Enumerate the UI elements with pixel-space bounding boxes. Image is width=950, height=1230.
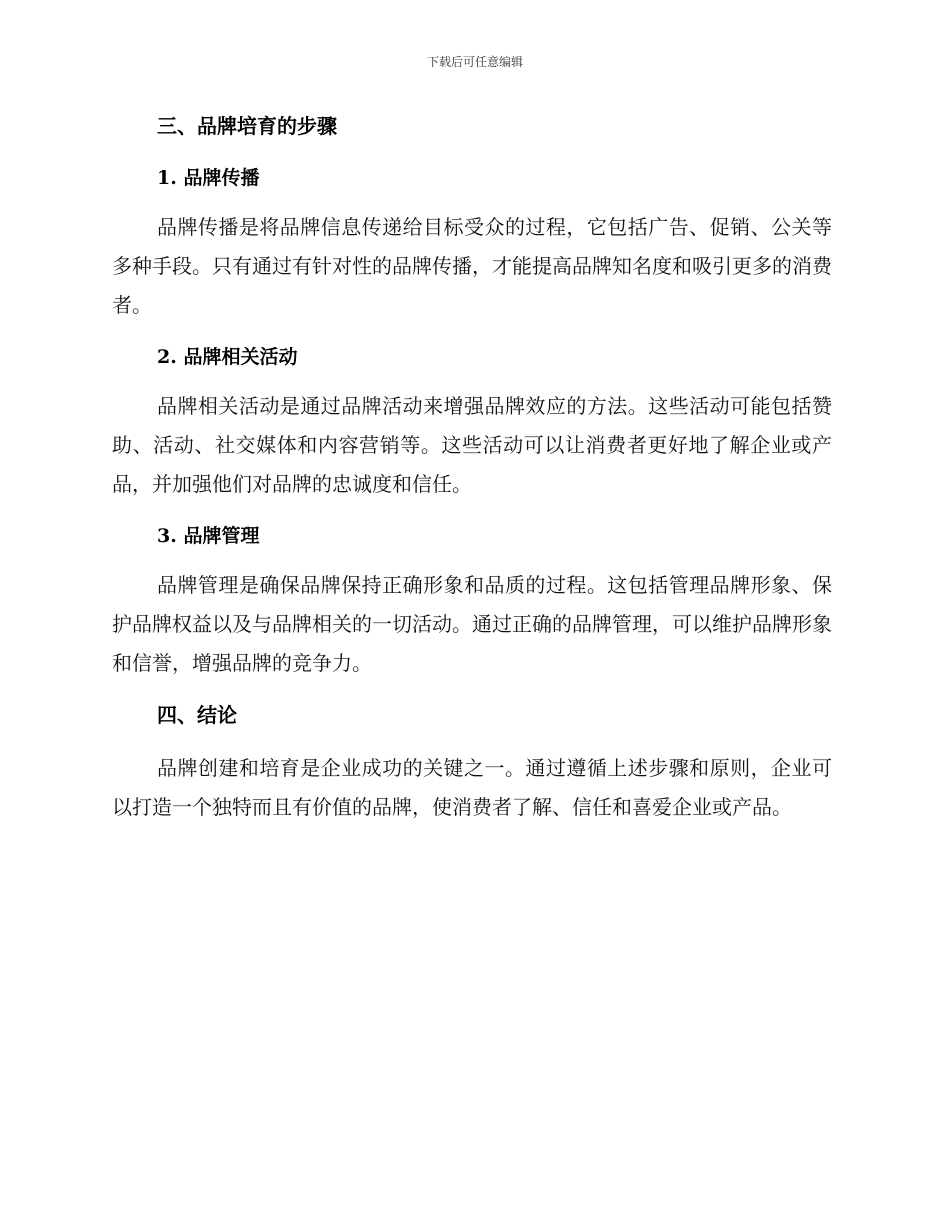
- subheading-brand-communication: 1. 品牌传播: [157, 167, 260, 189]
- paragraph-brand-communication: 品牌传播是将品牌信息传递给目标受众的过程，它包括广告、促销、公关等多种手段。只有通过有针对性的品牌传播，才能提高品牌知名度和吸引更多的消费者。: [112, 215, 832, 317]
- document-body: [112, 108, 832, 841]
- section-heading-conclusion: 四、结论: [157, 703, 237, 727]
- section-heading-steps: 三、品牌培育的步骤: [157, 114, 337, 138]
- paragraph-conclusion: 品牌创建和培育是企业成功的关键之一。通过遵循上述步骤和原则，企业可以打造一个独特而且有价值的品牌，使消费者了解、信任和喜爱企业或产品。: [112, 756, 832, 819]
- paragraph-brand-activities: 品牌相关活动是通过品牌活动来增强品牌效应的方法。这些活动可能包括赞助、活动、社交媒体和内容营销等。这些活动可以让消费者更好地了解企业或产品，并加强他们对品牌的忠诚度和信任。: [112, 394, 832, 496]
- page-header-note: 下载后可任意编辑: [426, 55, 523, 69]
- subheading-brand-management: 3. 品牌管理: [157, 525, 260, 547]
- subheading-brand-activities: 2. 品牌相关活动: [157, 346, 298, 368]
- paragraph-brand-management: 品牌管理是确保品牌保持正确形象和品质的过程。这包括管理品牌形象、保护品牌权益以及与品牌相关的一切活动。通过正确的品牌管理，可以维护品牌形象和信誉，增强品牌的竞争力。: [112, 573, 832, 675]
